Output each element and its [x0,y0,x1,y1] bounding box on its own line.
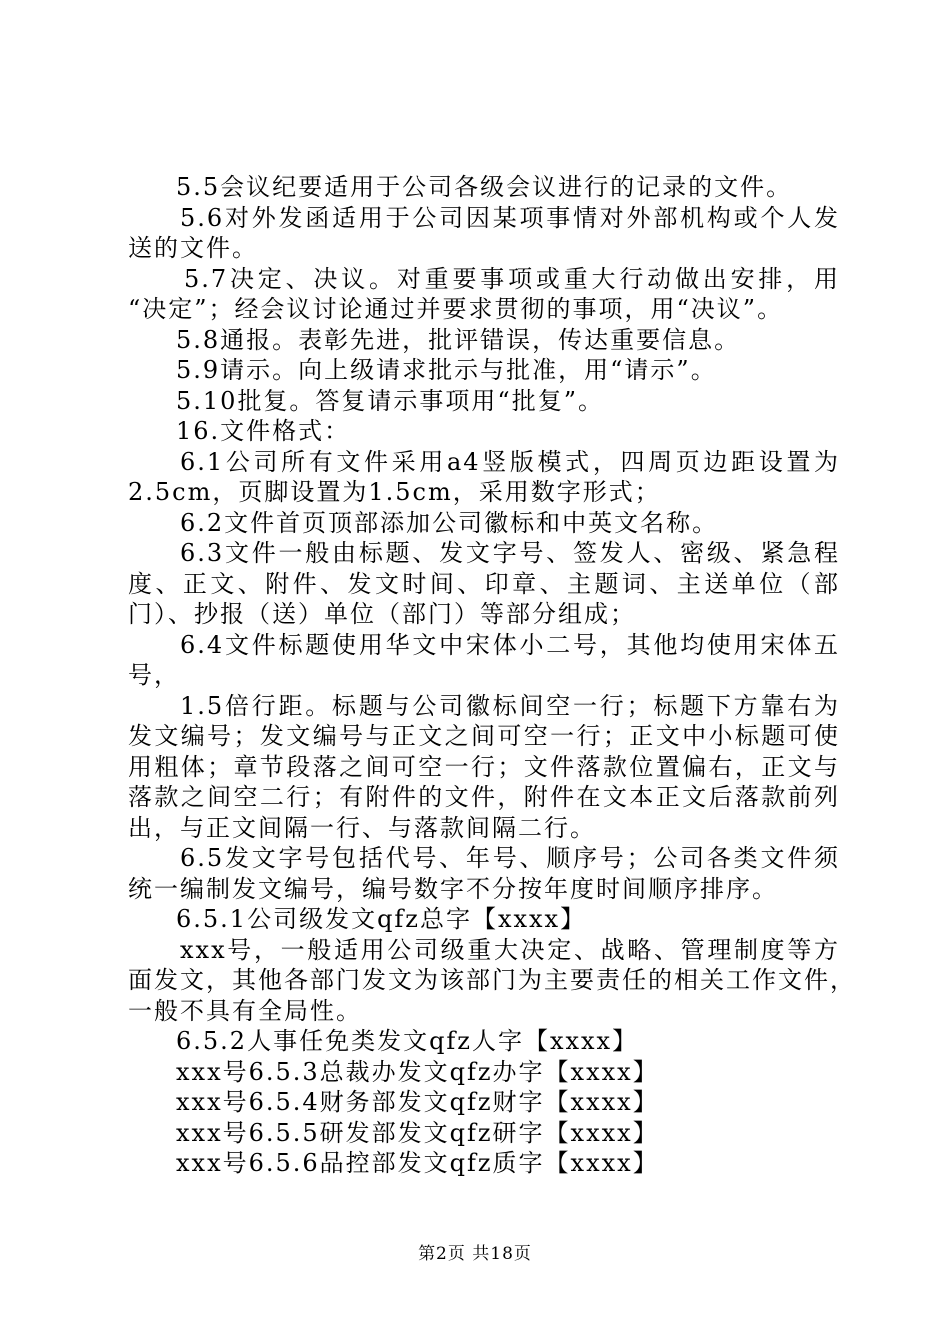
text-line: 6.1公司所有文件采用a4竖版模式，四周页边距设置为 [180,447,840,476]
text-line: 5.6对外发函适用于公司因某项事情对外部机构或个人发 [180,203,840,232]
text-line: 6.2文件首页顶部添加公司徽标和中英文名称。 [180,508,719,537]
text-line: 5.8通报。表彰先进，批评错误，传达重要信息。 [176,325,741,354]
text-line: 用粗体；章节段落之间可空一行；文件落款位置偏右，正文与 [128,752,840,781]
text-line: 6.5.2人事任免类发文qfz人字【xxxx】 [176,1027,639,1055]
text-line: xxx号6.5.3总裁办发文qfz办字【xxxx】 [176,1057,659,1086]
text-line: 出，与正文间隔一行、与落款间隔二行。 [128,813,596,842]
text-line: 统一编制发文编号，编号数字不分按年度时间顺序排序。 [128,874,778,903]
text-line: 落款之间空二行；有附件的文件，附件在文本正文后落款前列 [128,783,840,811]
text-line: 16.文件格式： [176,417,351,445]
text-line: 5.9请示。向上级请求批示与批准，用“请示”。 [176,356,717,384]
text-line: 一般不具有全局性。 [128,996,362,1025]
text-line: 6.4文件标题使用华文中宋体小二号，其他均使用宋体五 [180,630,840,659]
text-line: 6.5发文字号包括代号、年号、顺序号；公司各类文件须 [180,844,840,872]
page-footer: 第2页 共18页 [418,1244,532,1264]
text-line: xxx号6.5.5研发部发文qfz研字【xxxx】 [176,1118,659,1147]
text-line: xxx号，一般适用公司级重大决定、战略、管理制度等方 [180,935,840,964]
document-body [128,172,856,1179]
text-line: 5.7决定、决议。对重要事项或重大行动做出安排，用 [184,264,840,293]
text-line: 2.5cm，页脚设置为1.5cm，采用数字形式； [128,478,661,506]
text-line: 1.5倍行距。标题与公司徽标间空一行；标题下方靠右为 [180,691,840,720]
text-line: 门）、抄报（送）单位（部门）等部分组成； [128,600,636,628]
text-line: 6.5.1公司级发文qfz总字【xxxx】 [176,905,587,933]
text-line: 5.10批复。答复请示事项用“批复”。 [176,386,604,415]
text-line: 5.5会议纪要适用于公司各级会议进行的记录的文件。 [176,173,793,201]
text-line: xxx号6.5.4财务部发文qfz财字【xxxx】 [176,1088,659,1116]
text-line: 号， [128,661,180,689]
text-line: 6.3文件一般由标题、发文字号、签发人、密级、紧急程 [180,539,840,567]
text-line: 发文编号；发文编号与正文之间可空一行；正文中小标题可使 [128,722,840,750]
text-line: “决定”；经会议讨论通过并要求贯彻的事项，用“决议”。 [128,295,784,323]
text-line: 面发文，其他各部门发文为该部门为主要责任的相关工作文件， [128,966,856,994]
text-line: 度、正文、附件、发文时间、印章、主题词、主送单位（部 [128,569,840,598]
text-line: 送的文件。 [128,234,258,262]
text-line: xxx号6.5.6品控部发文qfz质字【xxxx】 [176,1149,659,1177]
